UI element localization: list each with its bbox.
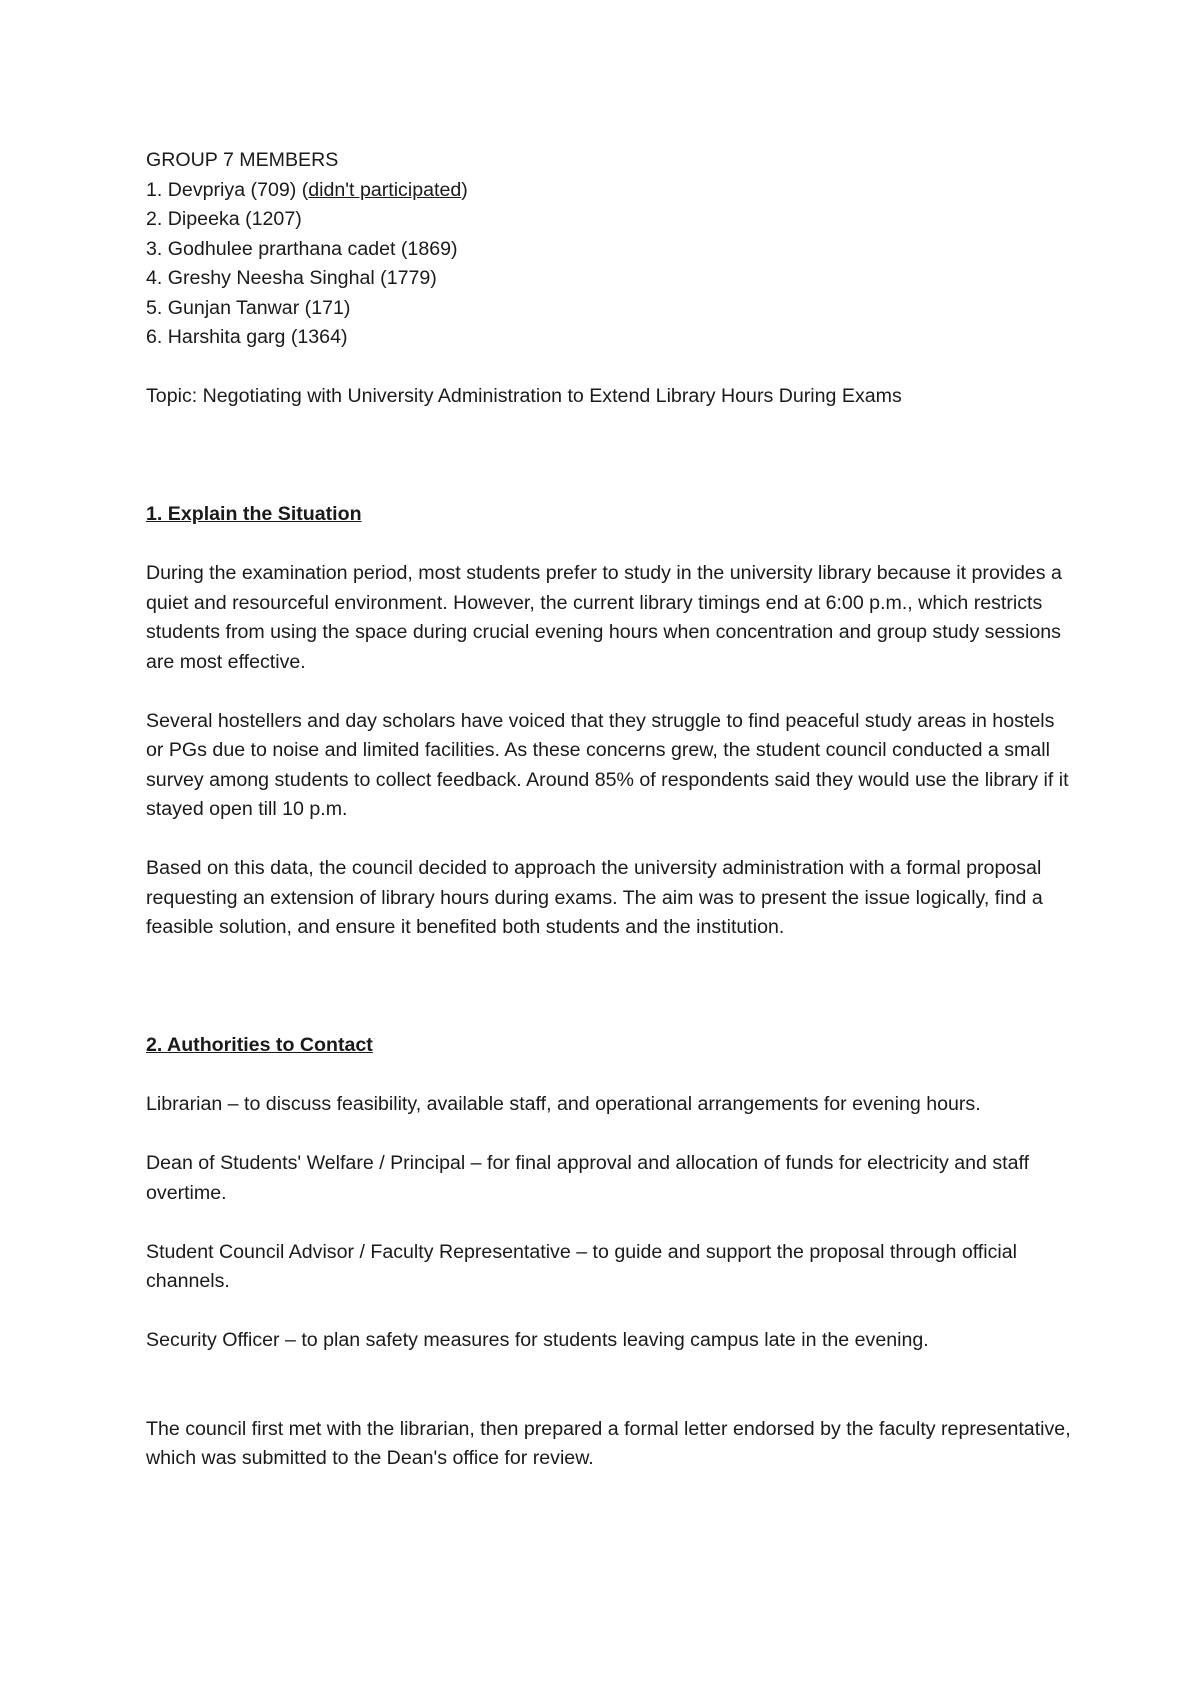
spacer xyxy=(146,1120,1076,1150)
member-item: 1. Devpriya (709) (didn't participated) xyxy=(146,178,468,201)
spacer xyxy=(146,353,1076,383)
member-item: 3. Godhulee prarthana cadet (1869) xyxy=(146,237,458,260)
document-body xyxy=(146,146,1076,1474)
section-heading-situation: 1. Explain the Situation xyxy=(146,503,362,525)
spacer xyxy=(146,1061,1076,1091)
situation-paragraph: Several hostellers and day scholars have voiced that they struggle to find peaceful study areas in hostels or PGs due to noise and limited facilities. As these concerns grew, the student council conducted a small survey among students to collect feedback. Around 85% of respondents said they would use the library if it stayed open till 10 p.m. xyxy=(146,709,1069,820)
member-item: 5. Gunjan Tanwar (171) xyxy=(146,296,351,319)
authority-paragraph: Security Officer – to plan safety measures for students leaving campus late in the evening. xyxy=(146,1329,929,1351)
spacer xyxy=(146,825,1076,855)
authority-paragraph: Dean of Students' Welfare / Principal – for final approval and allocation of funds for electricity and staff overtime. xyxy=(146,1152,1030,1204)
spacer xyxy=(146,412,1076,501)
spacer xyxy=(146,1356,1076,1415)
authority-paragraph: Student Council Advisor / Faculty Representative – to guide and support the proposal through official channels. xyxy=(146,1240,1018,1292)
section-heading-authorities: 2. Authorities to Contact xyxy=(146,1034,373,1056)
authority-paragraph: Librarian – to discuss feasibility, available staff, and operational arrangements for evening hours. xyxy=(146,1093,981,1115)
member-item: 4. Greshy Neesha Singhal (1779) xyxy=(146,267,437,289)
situation-paragraph: During the examination period, most students prefer to study in the university library because it provides a quiet and resourceful environment. However, the current library timings end at 6:00 p.m., which restricts students from using the space during crucial evening hours when concentration and group study sessions are most effective. xyxy=(146,562,1062,673)
spacer xyxy=(146,943,1076,1032)
member-item: 6. Harshita garg (1364) xyxy=(146,326,348,348)
spacer xyxy=(146,1297,1076,1327)
topic-line: Topic: Negotiating with University Administration to Extend Library Hours During Exams xyxy=(146,385,902,407)
member-item: 2. Dipeeka (1207) xyxy=(146,208,302,230)
situation-paragraph: Based on this data, the council decided to approach the university administration with a formal proposal requesting an extension of library hours during exams. The aim was to present the issue logically, find a feasible solution, and ensure it benefited both students and the institution. xyxy=(146,857,1043,938)
participation-note: didn't participated xyxy=(308,178,462,201)
spacer xyxy=(146,1208,1076,1238)
spacer xyxy=(146,530,1076,560)
closing-paragraph: The council first met with the librarian, then prepared a formal letter endorsed by the faculty representative, which was submitted to the Dean's office for review. xyxy=(146,1417,1071,1469)
spacer xyxy=(146,677,1076,707)
members-title: GROUP 7 MEMBERS xyxy=(146,149,339,171)
